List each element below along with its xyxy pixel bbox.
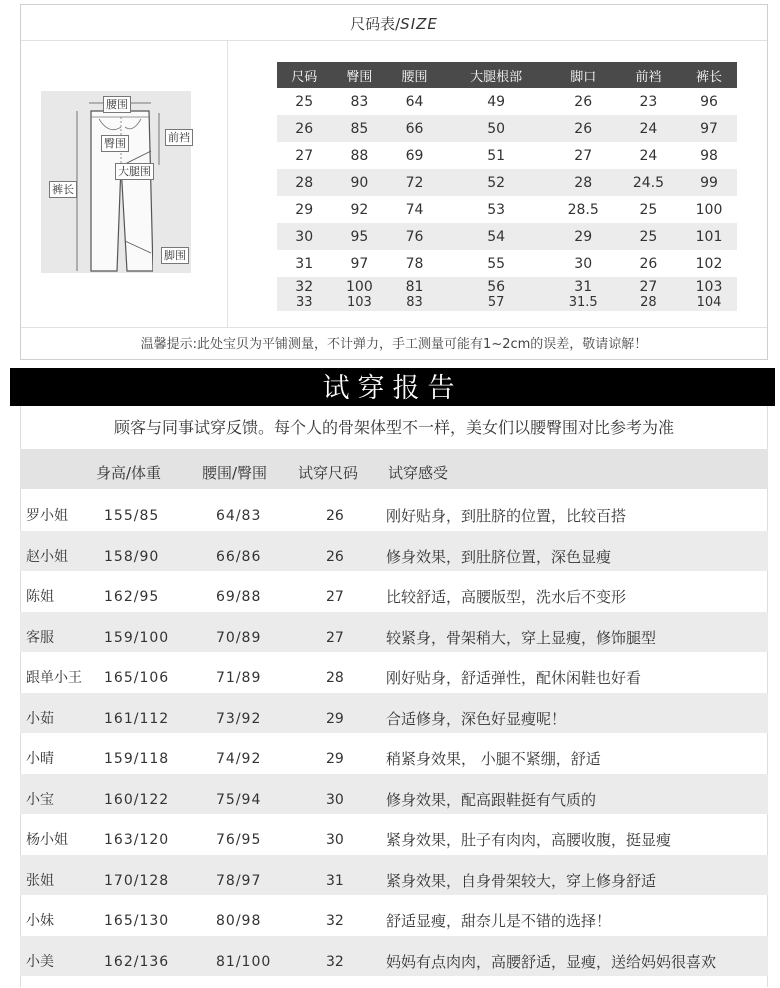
tester-size: 31 xyxy=(326,872,344,889)
size-table xyxy=(277,62,737,311)
size-cell: 24 xyxy=(616,115,681,142)
tester-size: 30 xyxy=(326,832,344,848)
tester-size: 32 xyxy=(326,953,344,970)
size-cell: 83 xyxy=(350,93,369,110)
tester-height-weight: 170/128 xyxy=(104,872,170,889)
tester-height-weight: 159/118 xyxy=(104,751,170,767)
size-cell: 97 xyxy=(350,255,369,272)
size-row xyxy=(277,223,737,250)
tester-height-weight: 155/85 xyxy=(104,508,160,524)
tester-feedback: 舒适显瘦，甜奈儿是不错的选择！ xyxy=(386,912,612,930)
pants-diagram xyxy=(41,91,191,273)
size-col-hip: 臀围 xyxy=(331,62,387,88)
size-cell: 27 xyxy=(574,147,593,164)
report-row xyxy=(20,733,768,774)
size-col-length: 裤长 xyxy=(681,62,737,88)
size-cell: 24.5 xyxy=(616,169,681,196)
size-cell: 28.5 xyxy=(567,201,599,218)
diagram-label-front-rise: 前裆 xyxy=(165,129,193,146)
size-cell: 66 xyxy=(387,115,441,142)
tester-height-weight: 165/130 xyxy=(104,913,170,929)
size-col-hem: 脚口 xyxy=(551,62,616,88)
size-cell: 57 xyxy=(442,295,551,311)
size-col-thigh: 大腿根部 xyxy=(442,62,551,88)
size-cell: 28 xyxy=(277,169,331,196)
tester-feedback: 修身效果，到肚脐位置，深色显瘦 xyxy=(386,547,612,566)
tester-name: 小晴 xyxy=(26,751,54,767)
size-cell: 97 xyxy=(681,115,737,142)
size-cell: 25 xyxy=(295,93,314,110)
tester-feedback: 刚好贴身，到肚脐的位置，比较百搭 xyxy=(386,507,627,525)
size-cell: 101 xyxy=(681,223,737,250)
tester-name: 张姐 xyxy=(26,872,54,889)
size-cell: 55 xyxy=(487,255,506,272)
report-row xyxy=(20,936,768,977)
size-row xyxy=(277,115,737,142)
tester-height-weight: 162/95 xyxy=(104,589,160,605)
report-row xyxy=(20,612,768,653)
size-col-front-rise: 前裆 xyxy=(616,62,681,88)
size-cell: 69 xyxy=(405,147,424,164)
size-cell: 31 xyxy=(295,255,314,272)
size-cell: 26 xyxy=(551,115,616,142)
report-row xyxy=(20,693,768,734)
diagram-label-thigh: 大腿围 xyxy=(115,163,154,180)
measurement-note: 温馨提示:此处宝贝为平铺测量，不计弹力，手工测量可能有1~2cm的误差，敬请谅解！ xyxy=(21,327,767,360)
size-cell: 72 xyxy=(387,169,441,196)
size-col-waist: 腰围 xyxy=(387,62,441,88)
report-row xyxy=(20,490,768,531)
tester-size: 30 xyxy=(326,791,344,808)
tester-feedback: 紧身效果，肚子有肉肉，高腰收腹，挺显瘦 xyxy=(386,831,672,849)
tester-height-weight: 160/122 xyxy=(104,791,170,808)
tester-size: 26 xyxy=(326,548,344,565)
tester-feedback: 合适修身，深色好显瘦呢！ xyxy=(386,709,567,728)
tester-name: 客服 xyxy=(26,629,54,646)
tester-size: 28 xyxy=(326,670,344,686)
tester-size: 29 xyxy=(326,751,344,767)
diagram-label-length: 裤长 xyxy=(49,181,77,198)
diagram-label-waist: 腰围 xyxy=(103,96,131,113)
col-feedback: 试穿感受 xyxy=(388,464,449,482)
size-cell: 96 xyxy=(700,93,718,110)
size-cell: 56 xyxy=(442,277,551,295)
tester-size: 32 xyxy=(326,913,344,929)
tester-height-weight: 158/90 xyxy=(104,548,160,565)
size-cell: 27 xyxy=(295,147,314,164)
report-banner: 试穿报告 xyxy=(10,368,775,406)
tester-name: 小宝 xyxy=(26,791,54,808)
size-cell: 25 xyxy=(639,201,658,218)
size-cell: 98 xyxy=(700,147,718,164)
size-cell: 103 xyxy=(331,295,387,311)
tester-feedback: 刚好贴身，舒适弹性，配休闲鞋也好看 xyxy=(386,669,642,687)
size-cell: 100 xyxy=(331,277,387,295)
tester-size: 27 xyxy=(326,589,344,605)
size-cell: 23 xyxy=(639,93,658,110)
size-cell: 26 xyxy=(574,93,593,110)
tester-name: 小茹 xyxy=(26,710,54,727)
tester-name: 小美 xyxy=(26,953,54,970)
size-cell: 85 xyxy=(331,115,387,142)
size-cell: 83 xyxy=(387,295,441,311)
size-cell: 25 xyxy=(616,223,681,250)
report-row xyxy=(20,814,768,855)
size-cell: 24 xyxy=(639,147,658,164)
col-height-weight: 身高/体重 xyxy=(96,464,162,482)
tester-height-weight: 159/100 xyxy=(104,629,170,646)
size-cell: 78 xyxy=(405,255,424,272)
size-row xyxy=(277,295,737,311)
tester-height-weight: 165/106 xyxy=(104,670,170,686)
size-cell: 32 xyxy=(277,277,331,295)
size-row xyxy=(277,88,737,115)
size-cell: 102 xyxy=(695,255,723,272)
size-cell: 52 xyxy=(442,169,551,196)
tester-feedback: 妈妈有点肉肉，高腰舒适，显瘦，送给妈妈很喜欢 xyxy=(386,952,717,971)
tester-waist-hip: 64/83 xyxy=(216,508,262,524)
tester-name: 陈姐 xyxy=(26,589,54,605)
tester-size: 27 xyxy=(326,629,344,646)
diagram-label-hem: 脚围 xyxy=(161,247,189,264)
tester-waist-hip: 76/95 xyxy=(216,832,262,848)
report-intro: 顾客与同事试穿反馈。每个人的骨架体型不一样，美女们以腰臀围对比参考为准 xyxy=(113,418,674,437)
size-cell: 76 xyxy=(387,223,441,250)
size-cell: 88 xyxy=(350,147,369,164)
report-rows xyxy=(20,490,768,976)
size-cell: 95 xyxy=(331,223,387,250)
size-cell: 100 xyxy=(695,201,723,218)
size-cell: 99 xyxy=(681,169,737,196)
size-cell: 31.5 xyxy=(551,295,616,311)
report-row xyxy=(20,895,768,936)
tester-size: 26 xyxy=(326,508,344,524)
size-row xyxy=(277,169,737,196)
size-cell: 90 xyxy=(331,169,387,196)
size-cell: 104 xyxy=(681,295,737,311)
size-cell: 51 xyxy=(487,147,506,164)
tester-height-weight: 161/112 xyxy=(104,710,170,727)
report-row xyxy=(20,652,768,693)
size-cell: 81 xyxy=(387,277,441,295)
size-cell: 53 xyxy=(487,201,506,218)
tester-waist-hip: 73/92 xyxy=(216,710,262,727)
tester-waist-hip: 66/86 xyxy=(216,548,262,565)
size-cell: 31 xyxy=(551,277,616,295)
size-cell: 50 xyxy=(442,115,551,142)
size-col-size: 尺码 xyxy=(277,62,331,88)
size-cell: 28 xyxy=(616,295,681,311)
tester-waist-hip: 80/98 xyxy=(216,913,262,929)
report-header xyxy=(20,449,768,489)
size-cell: 49 xyxy=(487,93,506,110)
tester-feedback: 紧身效果，自身骨架较大，穿上修身舒适 xyxy=(386,871,657,890)
size-cell: 28 xyxy=(551,169,616,196)
report-row xyxy=(20,855,768,896)
tester-feedback: 稍紧身效果， 小腿不紧绷，舒适 xyxy=(386,750,601,768)
size-cell: 26 xyxy=(639,255,658,272)
size-cell: 29 xyxy=(295,201,314,218)
report-row xyxy=(20,774,768,815)
diagram-label-hip: 臀围 xyxy=(101,135,129,152)
col-size: 试穿尺码 xyxy=(298,464,359,482)
size-cell: 54 xyxy=(442,223,551,250)
size-cell: 29 xyxy=(551,223,616,250)
tester-waist-hip: 70/89 xyxy=(216,629,262,646)
tester-size: 29 xyxy=(326,710,344,727)
size-cell: 27 xyxy=(616,277,681,295)
tester-name: 杨小姐 xyxy=(26,832,68,848)
size-cell: 74 xyxy=(405,201,424,218)
tester-name: 跟单小王 xyxy=(26,670,82,686)
tester-height-weight: 162/136 xyxy=(104,953,170,970)
size-cell: 26 xyxy=(277,115,331,142)
tester-name: 罗小姐 xyxy=(26,508,68,524)
tester-waist-hip: 75/94 xyxy=(216,791,262,808)
size-chart-title-cn: 尺码表/ xyxy=(350,15,401,33)
size-table-header xyxy=(277,62,737,88)
size-row xyxy=(277,196,737,223)
size-cell: 33 xyxy=(277,295,331,311)
report-row xyxy=(20,531,768,572)
size-chart-panel xyxy=(20,4,768,360)
tester-waist-hip: 81/100 xyxy=(216,953,272,970)
tester-feedback: 比较舒适，高腰版型，洗水后不变形 xyxy=(386,588,627,606)
tester-name: 赵小姐 xyxy=(26,548,68,565)
report-row xyxy=(20,571,768,612)
size-cell: 30 xyxy=(277,223,331,250)
tester-height-weight: 163/120 xyxy=(104,832,170,848)
size-row xyxy=(277,277,737,295)
tester-waist-hip: 74/92 xyxy=(216,751,262,767)
size-chart-title-en: SIZE xyxy=(400,15,438,33)
size-cell: 30 xyxy=(574,255,593,272)
size-cell: 103 xyxy=(681,277,737,295)
tester-feedback: 修身效果，配高跟鞋挺有气质的 xyxy=(386,790,597,809)
tester-feedback: 较紧身，骨架稍大，穿上显瘦，修饰腿型 xyxy=(386,628,657,647)
size-chart-title xyxy=(21,5,767,41)
size-cell: 92 xyxy=(350,201,369,218)
tester-waist-hip: 69/88 xyxy=(216,589,262,605)
tester-waist-hip: 71/89 xyxy=(216,670,262,686)
size-row xyxy=(277,142,737,169)
tester-waist-hip: 78/97 xyxy=(216,872,262,889)
size-cell: 64 xyxy=(405,93,424,110)
size-chart-divider xyxy=(227,41,228,327)
size-row xyxy=(277,250,737,277)
col-waist-hip: 腰围/臀围 xyxy=(202,464,268,482)
tester-name: 小妹 xyxy=(26,913,54,929)
